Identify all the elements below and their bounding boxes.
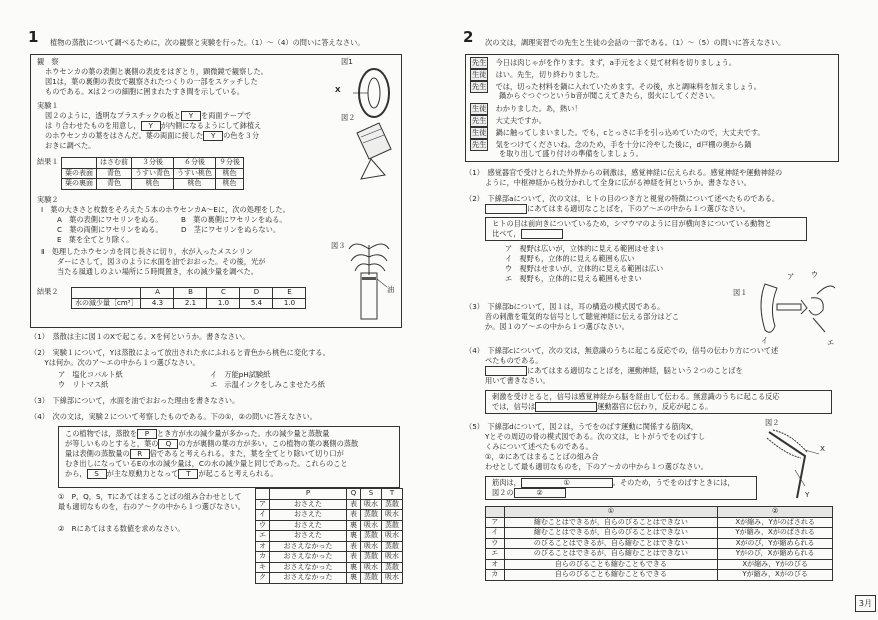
text-line: が等しいものとすると，葉の Q の方が裏側の葉の方が多い。この植物の葉の裏側の蒸散 bbox=[65, 439, 359, 448]
text-line: わせとして最も適切なものを，下のア～カの中から１つ選びなさい。 bbox=[485, 462, 708, 471]
text-line: 比べて， bbox=[492, 229, 563, 239]
consideration-box bbox=[58, 426, 400, 488]
figure-label: 図２ bbox=[341, 113, 356, 122]
figure-label: 図1 bbox=[341, 57, 353, 66]
x-label: X bbox=[335, 85, 341, 94]
text-line: ダーにさして，図３のように水面を油でおおった。その後，光が bbox=[57, 257, 266, 266]
observation-title: 観 察 bbox=[37, 57, 59, 66]
y-box: Y bbox=[203, 131, 223, 141]
result1-table: はさむ前 ３分後 ６分後 ９分後 葉の表面 青色 うすい青色 うすい桃色 桃色 葉の裏面 青色 桃色 桃色 桃色 bbox=[61, 157, 244, 190]
experiment2-title: 実験２ bbox=[37, 195, 59, 204]
text-line: ヒトの目は前向きについているため，シマウマのように目が横向きについている動物と bbox=[492, 219, 772, 228]
question-2-5: （5） 下線部dについて，図２は，うでをのばす運動に関係する筋肉X， bbox=[465, 422, 698, 431]
choice-row: イ 万能pH試験紙 bbox=[210, 370, 271, 379]
dialog-line: 先生 今日は肉じゃがを作ります。まず，a手元をよく見て材料を切りましょう。 bbox=[470, 57, 736, 69]
cylinder-figure bbox=[347, 235, 391, 321]
dialog-line: 生徒 はい。先生，切り終わりました。 bbox=[470, 69, 603, 81]
vision-box bbox=[485, 217, 807, 241]
text-line: ホウセンカの葉の表側と裏側の表皮をはぎとり，顕微鏡で観察した。 bbox=[45, 67, 268, 76]
choice-row: ア 視野は広いが，立体的に見える範囲はせまい bbox=[505, 244, 664, 253]
page-number: 3月 bbox=[855, 595, 876, 612]
question-1-2: （2） 実験１について，Yは蒸散によって放出された水にふれると青色から桃色に変化する。 bbox=[30, 348, 330, 357]
reflex-box bbox=[485, 390, 832, 414]
text-line: べたものである。 bbox=[485, 356, 543, 365]
muscle-answer-table: ① ② ア 縮むことはできるが，自らのびることはできない Xが縮み，Yがのばされる イ 縮むことはできるが，自らのびることはできない Yが縮み，Xがのばされる ウ のびることはできるが，自ら縮むことはできない Xがのび，Yが縮められる エ のびることはできるが，自ら縮むことはできない Yがのび，Xが縮められる オ 自らのびることも縮むこともできる Xが縮み，Yがのびる カ 自らのびることも縮むこともできる Yが縮み，Xがのびる bbox=[485, 506, 833, 581]
text-line: Ⅱ 処理したホウセンカを同じ長さに切り，水が入ったメスシリン bbox=[41, 247, 253, 256]
choice-row: ウ リトマス紙 bbox=[58, 380, 109, 389]
choice-row: イ 視野も，立体的に見える範囲も広い bbox=[505, 254, 635, 263]
result2-label: 結果２ bbox=[37, 287, 59, 296]
text-line: 用いて書きなさい。 bbox=[485, 376, 550, 385]
text-line: 音の刺激を電気的な信号として聴覚神経に伝える部分はどこ bbox=[485, 312, 680, 321]
text-line: のホウセンカの葉をはさんだ。葉の両面に接した Y の色を３分 bbox=[45, 131, 260, 140]
treatment-d: D 茎にワセリンをぬらない。 bbox=[181, 225, 281, 234]
ear-label-e: エ bbox=[827, 338, 835, 347]
dialog-box bbox=[465, 54, 839, 162]
text-line: から， S が主な原動力となって T が起こると考えられる。 bbox=[65, 469, 278, 478]
result1-label: 結果１ bbox=[37, 157, 59, 166]
ear-label-u: ウ bbox=[811, 270, 819, 279]
text-line: か。図１のア～エの中から１つ選びなさい。 bbox=[485, 322, 629, 331]
sub-question-1: ① P，Q，S，Tにあてはまることばの組み合わせとして最も適切なものを，右のア～クの中から１つ選びなさい。 bbox=[58, 492, 245, 512]
question-intro: 次の文は，調理実習での先生と生徒の会話の一部である。（1）～（5）の問いに答えなさい。 bbox=[485, 38, 786, 47]
dialog-line: 生徒 わかりました。あ，熱い！ bbox=[470, 103, 582, 115]
question-2-4: （4） 下線部cについて，次の文は，無意識のうちに起こる反応での，信号の伝わり方について述 bbox=[465, 346, 779, 355]
answer-combination-table: P Q S T ア おさえた 表 吸水 蒸散 イ おさえた 表 蒸散 吸水 ウ おさえた 裏 吸水 蒸散 エ おさえた 裏 蒸散 吸水 オ おさえなかった 表 吸水 蒸散 カ おさえなかった 表 蒸散 吸水 キ おさえなかった 裏 吸水 蒸散 ク おさえなかった 裏 蒸散 吸水 bbox=[255, 488, 403, 584]
choice-row: エ 視野も，立体的に見える範囲もせまい bbox=[505, 274, 642, 283]
treatment-b: B 葉の裏側にワセリンをぬる。 bbox=[181, 215, 287, 224]
treatment-e: E 葉を全てとり除く。 bbox=[57, 235, 134, 244]
text-line: 図1は，葉の裏側の表皮で観察されたつくりの一部をスケッチした bbox=[45, 77, 258, 86]
text-line: ①，②にあてはまることばの組み合 bbox=[485, 452, 599, 461]
question-2-2: （2） 下線部aについて，次の文は，ヒトの目のつき方と視覚の特徴について述べたものである。 bbox=[465, 194, 780, 203]
question-2-1: （1） 感覚器官で受けとられた外界からの刺激は，感覚神経に伝えられる。感覚神経や運動神経の bbox=[465, 168, 783, 177]
question-number: 2 bbox=[463, 28, 474, 46]
question-number: 1 bbox=[28, 28, 39, 46]
question-1-4: （4） 次の文は，実験２について考察したものである。下の①，②の問いに答えなさい。 bbox=[30, 412, 317, 421]
text-line: Yは何か。次のア～エの中から１つ選びなさい。 bbox=[30, 358, 200, 367]
figure-label: 図３ bbox=[331, 241, 346, 250]
sub-question-2: ② Rにあてはまる数値を求めなさい。 bbox=[58, 524, 185, 533]
text-line: では，信号は 運動器官に伝わり，反応が起こる。 bbox=[492, 402, 713, 411]
text-line: この植物では，蒸散を P とき方が水の減少量が多かった。水の減少量と蒸散量 bbox=[65, 429, 330, 438]
text-line: Ⅰ 葉の大きさと枚数をそろえた５本のホウセンカA～Eに，次の処理をした。 bbox=[41, 205, 290, 214]
text-line: 刺激を受けとると，信号は感覚神経から脳を経由して伝わる。無意識のうちに起こる反応 bbox=[492, 392, 780, 401]
text-line: 量は表側の蒸散量の R 倍であると考えられる。また，葉を全てとり除いて切り口が bbox=[65, 449, 344, 458]
text-line: 図２の ② bbox=[492, 488, 566, 498]
ear-label-i: イ bbox=[761, 336, 769, 345]
question-1-3: （3） 下線部について，水面を油でおおった理由を書きなさい。 bbox=[30, 396, 240, 405]
dialog-line: を取り出して盛り付けの準備をしましょう。 bbox=[499, 149, 643, 158]
text-line: むき出しになっているEの水の減少量は，Cの水の減少量と同じであった。これらのこと bbox=[65, 459, 348, 468]
choice-row: エ 示温インクをしみこませたろ紙 bbox=[210, 380, 325, 389]
question-1-1: （1） 蒸散は主に図１のXで起こる。Xを何というか。書きなさい。 bbox=[30, 332, 250, 341]
oil-label: 油 bbox=[387, 285, 395, 294]
y-box: Y bbox=[181, 111, 201, 121]
ear-label-a: ア bbox=[787, 272, 795, 281]
muscle-x-label: X bbox=[820, 444, 825, 453]
treatment-c: C 葉の両側にワセリンをぬる。 bbox=[57, 225, 163, 234]
result2-table: A B C D E 水の減少量［cm³］ 4.3 2.1 1.0 5.4 1.0 bbox=[71, 287, 306, 309]
muscle-box bbox=[485, 476, 757, 500]
experiment-box bbox=[30, 54, 402, 328]
choice-row: ウ 視野はせまいが，立体的に見える範囲は広い bbox=[505, 264, 664, 273]
treatment-a: A 葉の表側にワセリンをぬる。 bbox=[57, 215, 163, 224]
dialog-line: 鍋からぐつぐつというb音が聞こえてきたら，弱火にしてください。 bbox=[499, 91, 720, 100]
text-line: 筋肉は， ① 。そのため，うでをのばすときには， bbox=[492, 478, 735, 487]
muscle-y-label: Y bbox=[805, 490, 810, 499]
stomata-figure bbox=[353, 65, 395, 121]
experiment1-title: 実験１ bbox=[37, 101, 59, 110]
dialog-line: 先生 大丈夫ですか。 bbox=[470, 115, 546, 127]
figure-label: 図２ bbox=[765, 418, 780, 427]
question-intro: 植物の蒸散について調べるために，次の観察と実験を行った。（1）～（4）の問いに答えなさい。 bbox=[50, 38, 365, 47]
dialog-line: 先生 気をつけてくださいね。念のため，手を十分に冷やした後に，d戸棚の奥から鍋 bbox=[470, 139, 751, 151]
ear-figure bbox=[755, 274, 837, 340]
text-line: ものである。Xは２つの細胞に囲まれたすき間を示している。 bbox=[45, 87, 244, 96]
text-line: くみについて述べたものである。 bbox=[485, 442, 593, 451]
text-line: は り合わせたものを用意し， Y が内側になるようにして鉢植え bbox=[45, 121, 262, 130]
dialog-line: 先生 では，切った材料を鍋に入れていためます。その後，水と調味料を加えましょう。 bbox=[470, 81, 761, 93]
y-box: Y bbox=[141, 121, 161, 131]
text-line: 当たる風通しのよい場所に５時間置き，水の減少量を調べた。 bbox=[57, 267, 258, 276]
arm-figure bbox=[765, 428, 827, 502]
text-line: ように，中枢神経から枝分かれして全身に広がる神経を何というか。書きなさい。 bbox=[485, 178, 751, 187]
figure-label: 図１ bbox=[733, 288, 748, 297]
dialog-line: 生徒 鍋に触ってしまいました。でも，cとっさに手を引っ込めていたので，大丈夫です。 bbox=[470, 127, 765, 139]
text-line: にあてはまる適切なことばを，運動神経，脳という２つのことばを bbox=[485, 366, 743, 376]
text-line: にあてはまる適切なことばを，下のア～エの中から１つ選びなさい。 bbox=[485, 204, 750, 214]
text-line: 図２のように，透明なプラスチックの板と Y を両面テープで bbox=[45, 111, 252, 120]
plastic-plate-figure bbox=[351, 119, 399, 181]
text-line: Yとその周辺の骨の模式図である。次の文は，ヒトがうでをのばすし bbox=[485, 432, 706, 441]
choice-row: ア 塩化コバルト紙 bbox=[58, 370, 123, 379]
text-line: おきに調べた。 bbox=[45, 141, 96, 150]
question-2-3: （3） 下線部bについて，図１は，耳の構造の模式図である。 bbox=[465, 302, 665, 311]
